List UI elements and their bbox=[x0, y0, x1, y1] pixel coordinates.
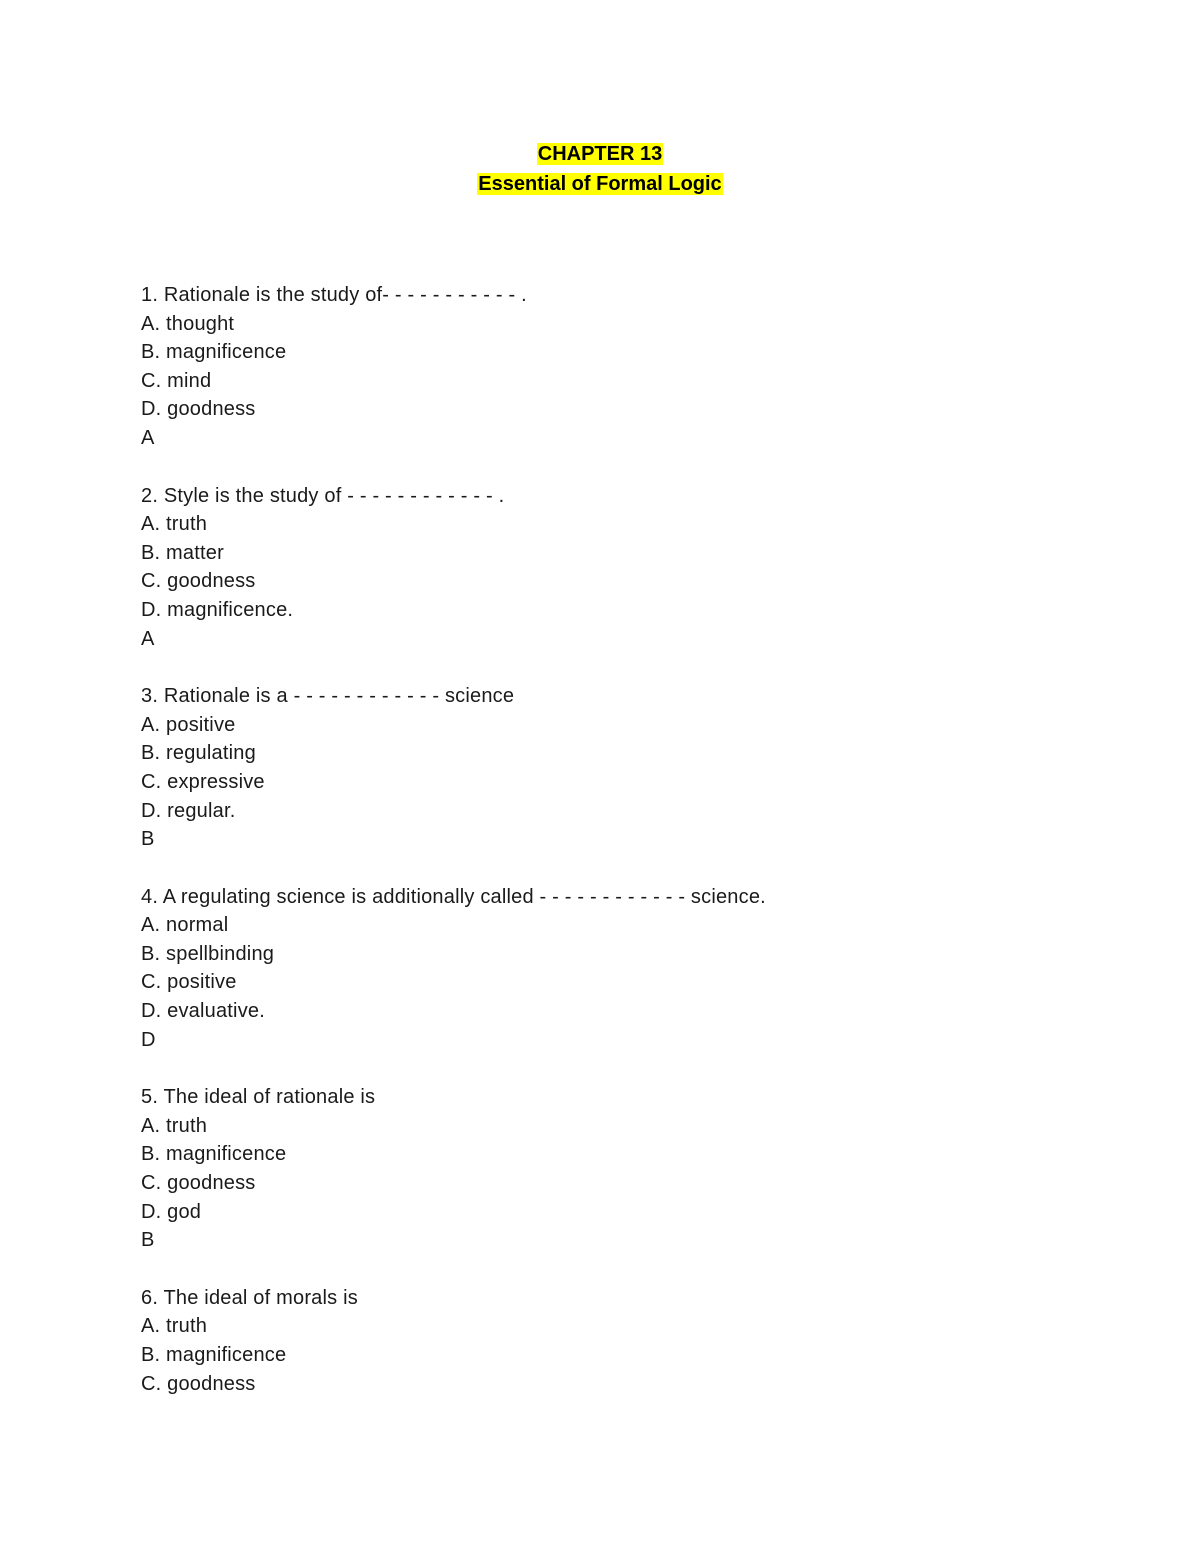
question-prompt: 5. The ideal of rationale is bbox=[141, 1086, 376, 1109]
option-b: B. magnificence bbox=[141, 341, 287, 364]
question-prompt: 3. Rationale is a - - - - - - - - - - - - science bbox=[141, 685, 515, 708]
option-a: A. truth bbox=[141, 1315, 208, 1338]
answer: A bbox=[141, 426, 155, 449]
option-a: A. normal bbox=[141, 914, 229, 937]
option-b: B. magnificence bbox=[141, 1344, 287, 1366]
question-prompt: 4. A regulating science is additionally called - - - - - - - - - - - - science. bbox=[141, 885, 766, 908]
answer: B bbox=[141, 1229, 155, 1252]
option-b: B. magnificence bbox=[141, 1143, 287, 1166]
answer: A bbox=[141, 627, 155, 650]
answer: D bbox=[141, 1028, 156, 1051]
chapter-number: CHAPTER 13 bbox=[537, 143, 663, 165]
option-c: C. goodness bbox=[141, 570, 256, 593]
question-5 bbox=[141, 1083, 1141, 1255]
option-a: A. truth bbox=[141, 513, 208, 536]
option-d: D. evaluative. bbox=[141, 1000, 265, 1023]
option-c: C. expressive bbox=[141, 770, 265, 793]
chapter-title: Essential of Formal Logic bbox=[478, 173, 722, 195]
question-1 bbox=[141, 281, 1141, 453]
option-c: C. goodness bbox=[141, 1372, 256, 1395]
option-c: C. goodness bbox=[141, 1172, 256, 1195]
answer: B bbox=[141, 828, 155, 851]
question-4 bbox=[141, 883, 1141, 1055]
option-b: B. regulating bbox=[141, 742, 256, 765]
question-2 bbox=[141, 482, 1141, 654]
question-list bbox=[141, 281, 1141, 1398]
option-b: B. matter bbox=[141, 541, 224, 564]
option-a: A. truth bbox=[141, 1114, 208, 1137]
question-prompt: 6. The ideal of morals is bbox=[141, 1286, 358, 1309]
question-prompt: 2. Style is the study of - - - - - - - - - - - - . bbox=[141, 484, 505, 507]
option-d: D. god bbox=[141, 1200, 202, 1223]
option-d: D. goodness bbox=[141, 398, 256, 421]
option-d: D. magnificence. bbox=[141, 598, 294, 621]
question-prompt: 1. Rationale is the study of- - - - - - - - - - - . bbox=[141, 284, 527, 306]
option-c: C. mind bbox=[141, 369, 212, 392]
option-a: A. positive bbox=[141, 713, 236, 736]
option-b: B. spellbinding bbox=[141, 942, 275, 965]
question-3 bbox=[141, 682, 1141, 854]
option-c: C. positive bbox=[141, 971, 237, 994]
option-a: A. thought bbox=[141, 312, 235, 335]
option-d: D. regular. bbox=[141, 799, 236, 822]
question-6 bbox=[141, 1284, 1141, 1398]
chapter-header bbox=[0, 139, 1200, 199]
